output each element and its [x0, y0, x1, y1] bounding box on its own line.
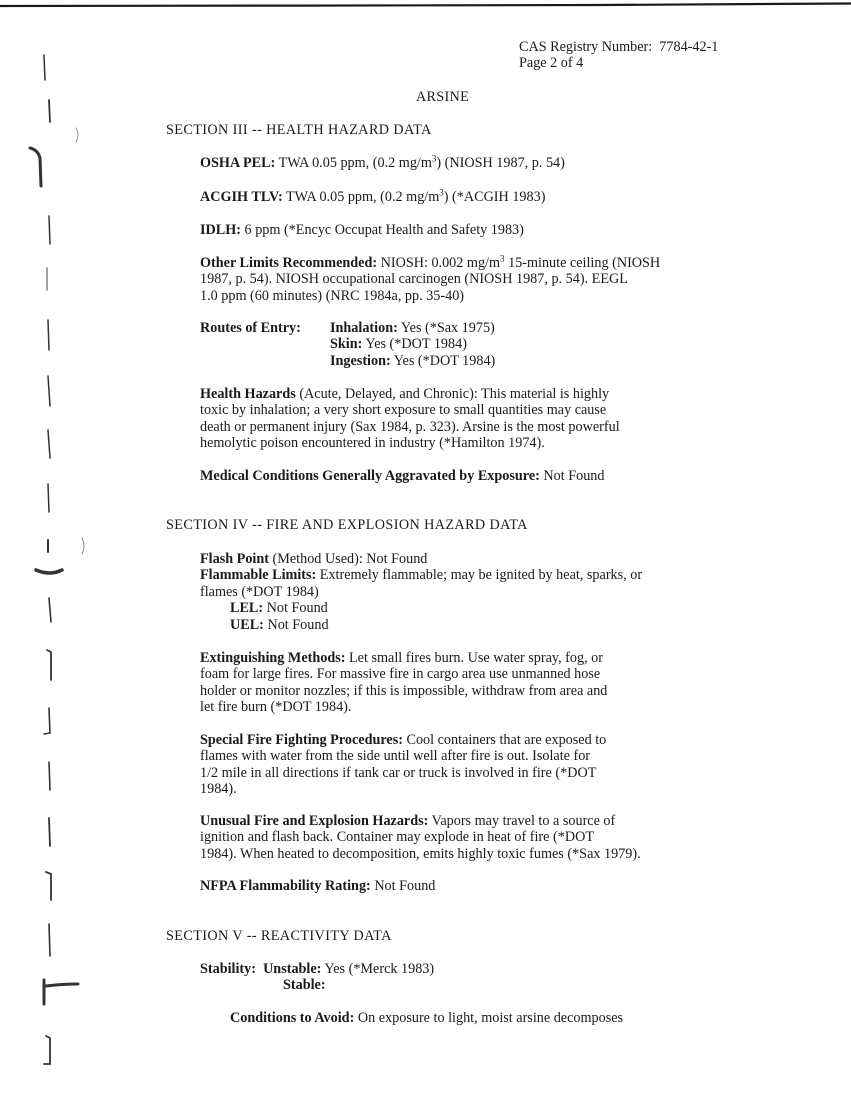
health-hazards-label: Health Hazards	[200, 386, 296, 402]
document-title: ARSINE	[416, 89, 470, 105]
idlh-value: 6 ppm (*Encyc Occupat Health and Safety 1983)	[241, 222, 524, 238]
stability-label: Stability:	[200, 961, 256, 977]
flash-flammable-block	[200, 551, 765, 633]
unusual-hazards-text: 1984). When heated to decomposition, emits highly toxic fumes (*Sax 1979).	[200, 845, 641, 862]
extinguishing-methods-paragraph	[200, 650, 765, 716]
nfpa-rating-value: Not Found	[370, 878, 436, 894]
other-limits-text: 15-minute ceiling (NIOSH	[504, 255, 661, 271]
skin-label: Skin:	[330, 336, 363, 353]
nfpa-rating-label: NFPA Flammability Rating:	[200, 878, 371, 894]
conditions-to-avoid-label: Conditions to Avoid:	[230, 1010, 355, 1026]
health-hazards-text: death or permanent injury (Sax 1984, p. 323). Arsine is the most powerful	[200, 418, 620, 435]
flammable-limits-text: Extremely flammable; may be ignited by heat, sparks, or	[316, 567, 643, 584]
health-hazards-paragraph	[200, 386, 765, 452]
superscript: 3	[500, 253, 505, 264]
special-fire-fighting-text: 1/2 mile in all directions if tank car or truck is involved in fire (*DOT	[200, 764, 597, 781]
extinguishing-methods-text: Let small fires burn. Use water spray, fog, or	[345, 650, 603, 666]
ingestion-value: Yes (*DOT 1984)	[390, 352, 496, 369]
uel-label: UEL:	[230, 616, 264, 633]
special-fire-fighting-label: Special Fire Fighting Procedures:	[200, 732, 403, 748]
special-fire-fighting-paragraph	[200, 732, 765, 798]
other-limits-label: Other Limits Recommended:	[200, 255, 378, 271]
inhalation-value: Yes (*Sax 1975)	[397, 320, 495, 336]
medical-conditions-line	[200, 468, 765, 484]
acgih-tlv-text: TWA 0.05 ppm, (0.2 mg/m	[282, 189, 440, 205]
cas-registry-label: CAS Registry Number:	[519, 39, 653, 55]
flash-point-label: Flash Point	[200, 551, 269, 567]
other-limits-text: NIOSH: 0.002 mg/m	[377, 255, 501, 271]
lel-value: Not Found	[263, 600, 328, 617]
route-inhalation	[330, 320, 495, 336]
unusual-hazards-text: Vapors may travel to a source of	[428, 813, 616, 829]
top-border-line	[0, 2, 851, 8]
idlh-line	[200, 222, 765, 238]
medical-conditions-value: Not Found	[539, 468, 605, 484]
special-fire-fighting-text: 1984).	[200, 781, 237, 798]
skin-value: Yes (*DOT 1984)	[362, 336, 467, 353]
other-limits-paragraph	[200, 255, 765, 304]
health-hazards-text: toxic by inhalation; a very short exposure to small quantities may cause	[200, 402, 607, 419]
health-hazards-text: (Acute, Delayed, and Chronic): This material is highly	[295, 386, 610, 402]
uel-value: Not Found	[263, 616, 329, 633]
acgih-tlv-line	[200, 189, 765, 205]
extinguishing-methods-text: holder or monitor nozzles; if this is impossible, withdraw from area and	[200, 682, 608, 699]
acgih-tlv-label: ACGIH TLV:	[200, 189, 283, 205]
unstable-label: Unstable:	[263, 961, 322, 977]
section-3-heading: SECTION III -- HEALTH HAZARD DATA	[166, 122, 432, 138]
extinguishing-methods-text: let fire burn (*DOT 1984).	[200, 699, 352, 716]
page-number: Page 2 of 4	[519, 55, 584, 72]
health-hazards-text: hemolytic poison encountered in industry (*Hamilton 1974).	[200, 435, 545, 452]
stability-block	[200, 961, 765, 994]
osha-pel-line	[200, 155, 765, 171]
document-header	[519, 39, 718, 72]
flash-point-value: (Method Used): Not Found	[268, 551, 428, 567]
osha-pel-label: OSHA PEL:	[200, 155, 276, 171]
special-fire-fighting-text: Cool containers that are exposed to	[402, 732, 607, 748]
section-5-heading: SECTION V -- REACTIVITY DATA	[166, 928, 392, 944]
other-limits-text: 1.0 ppm (60 minutes) (NRC 1984a, pp. 35-40)	[200, 287, 465, 304]
binding-edge-marks	[0, 0, 110, 1099]
idlh-label: IDLH:	[200, 222, 241, 238]
unstable-value: Yes (*Merck 1983)	[321, 961, 435, 977]
medical-conditions-label: Medical Conditions Generally Aggravated by Exposure:	[200, 468, 540, 484]
cas-registry-line	[519, 39, 718, 55]
inhalation-label: Inhalation:	[330, 320, 398, 336]
ingestion-label: Ingestion:	[330, 352, 391, 369]
extinguishing-methods-label: Extinguishing Methods:	[200, 650, 346, 666]
unusual-hazards-text: ignition and flash back. Container may explode in heat of fire (*DOT	[200, 829, 594, 846]
cas-registry-number: 7784-42-1	[659, 39, 719, 55]
section-4-heading: SECTION IV -- FIRE AND EXPLOSION HAZARD DATA	[166, 517, 528, 533]
osha-pel-source: ) (NIOSH 1987, p. 54)	[436, 155, 565, 171]
unusual-hazards-label: Unusual Fire and Explosion Hazards:	[200, 813, 429, 829]
flammable-limits-label: Flammable Limits:	[200, 567, 317, 584]
osha-pel-text: TWA 0.05 ppm, (0.2 mg/m	[275, 155, 432, 171]
unusual-hazards-paragraph	[200, 813, 765, 862]
stable-label: Stable:	[283, 977, 326, 994]
route-ingestion	[330, 353, 495, 369]
routes-of-entry-label: Routes of Entry:	[200, 320, 301, 336]
superscript: 3	[439, 187, 444, 198]
nfpa-rating-line	[200, 878, 765, 894]
special-fire-fighting-text: flames with water from the side until well after fire is out. Isolate for	[200, 748, 591, 765]
other-limits-text: 1987, p. 54). NIOSH occupational carcinogen (NIOSH 1987, p. 54). EEGL	[200, 271, 628, 288]
conditions-to-avoid-line	[230, 1010, 795, 1026]
conditions-to-avoid-value: On exposure to light, moist arsine decomposes	[354, 1010, 624, 1026]
lel-label: LEL:	[230, 600, 264, 617]
route-skin	[330, 336, 467, 352]
acgih-tlv-source: ) (*ACGIH 1983)	[443, 189, 546, 205]
flammable-limits-text: flames (*DOT 1984)	[200, 583, 319, 600]
extinguishing-methods-text: foam for large fires. For massive fire in cargo area use unmanned hose	[200, 666, 601, 683]
superscript: 3	[431, 153, 437, 164]
